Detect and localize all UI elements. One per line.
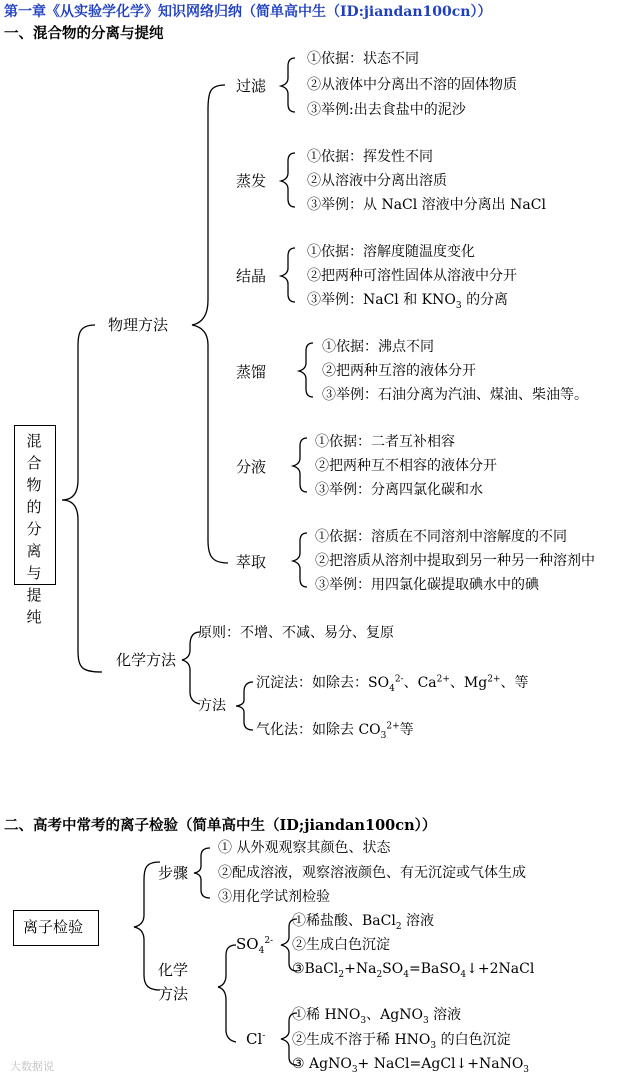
precipitation-method: 沉淀法：如除去：$SO_4^{2-}$、$Ca^{2+}$、$Mg^{2+}$、等	[256, 674, 529, 694]
crystallization-line-1: ①依据：溶解度随温度变化	[307, 244, 475, 260]
sulfate-line-3: $③BaCl_2+Na_2SO_4=BaSO_4↓+2NaCl$	[292, 961, 535, 980]
group-name-filtration: 过滤	[236, 77, 267, 95]
distillation-line-1: ①依据：沸点不同	[322, 339, 434, 355]
extraction-line-3: ③举例：用四氯化碳提取碘水中的碘	[315, 577, 539, 593]
steps-line-1: ① 从外观观察其颜色、状态	[218, 840, 391, 856]
evaporation-line-1: ①依据：挥发性不同	[307, 149, 433, 165]
group-name-extraction: 萃取	[236, 553, 267, 571]
sulfate-label: $SO_4^{2-}$	[236, 935, 274, 956]
steps-line-2: ②配成溶液，观察溶液颜色、有无沉淀或气体生成	[218, 865, 526, 881]
distillation-line-3: ③举例：石油分离为汽油、煤油、柴油等。	[322, 387, 588, 403]
crystallization-line-2: ②把两种可溶性固体从溶液中分开	[307, 268, 517, 284]
sulfate-line-2: ②生成白色沉淀	[292, 937, 390, 953]
chloride-line-3: ③ AgNO$_3$+ NaCl=AgCl↓+NaNO$_3$	[292, 1056, 530, 1075]
distillation-line-2: ②把两种互溶的液体分开	[322, 363, 476, 379]
filtration-line-1: ①依据：状态不同	[307, 51, 419, 67]
liquid-separation-line-2: ②把两种互不相容的液体分开	[315, 458, 497, 474]
chem-method-label-1: 化学	[158, 961, 189, 979]
chloride-line-2: ②生成不溶于稀 $HNO_3$ 的白色沉淀	[292, 1032, 511, 1051]
extraction-line-1: ①依据：溶质在不同溶剂中溶解度的不同	[315, 529, 567, 545]
group-name-evaporation: 蒸发	[236, 172, 267, 190]
chloride-line-1: ①稀 $HNO_3$、AgNO$_3$ 溶液	[292, 1007, 462, 1026]
watermark: 大数据说	[10, 1060, 54, 1073]
extraction-line-2: ②把溶质从溶剂中提取到另一种另一种溶剂中	[315, 553, 595, 569]
root-label-mixture: 混 合 物 的 分 离 与 提 纯	[26, 432, 42, 626]
section2-heading: 二、高考中常考的离子检验（简单高中生（ID;jiandan100cn））	[4, 817, 437, 834]
steps-line-3: ③用化学试剂检验	[218, 889, 330, 905]
sulfate-line-1: ①稀盐酸、BaCl$_2$ 溶液	[292, 913, 435, 932]
group-name-liquid-separation: 分液	[236, 458, 267, 476]
section1-heading: 一、混合物的分离与提纯	[4, 25, 164, 42]
filtration-line-2: ②从液体中分离出不溶的固体物质	[307, 77, 517, 93]
root-label-ion-test: 离子检验	[23, 918, 84, 936]
chemical-principle: 原则：不增、不减、易分、复原	[198, 625, 394, 641]
chemical-method-sub-label: 方法	[198, 698, 226, 714]
liquid-separation-line-3: ③举例：分离四氯化碳和水	[315, 482, 483, 498]
page-title: 第一章《从实验学化学》知识网络归纳（简单高中生（ID:jiandan100cn））	[4, 4, 492, 20]
filtration-line-3: ③举例:出去食盐中的泥沙	[307, 102, 466, 118]
chem-method-label-2: 方法	[158, 985, 189, 1003]
liquid-separation-line-1: ①依据：二者互补相容	[315, 434, 455, 450]
gasification-method: 气化法：如除去 $CO_3^{2+}$等	[256, 721, 414, 741]
chemical-method-label: 化学方法	[116, 651, 177, 669]
physical-method-label: 物理方法	[108, 316, 169, 334]
evaporation-line-3: ③举例：从 NaCl 溶液中分离出 NaCl	[307, 197, 546, 213]
crystallization-line-3: ③举例：NaCl 和 $KNO_3$ 的分离	[307, 292, 509, 311]
group-name-distillation: 蒸馏	[236, 363, 267, 381]
group-name-crystallization: 结晶	[236, 267, 267, 285]
chloride-label: Cl-	[246, 1030, 266, 1048]
evaporation-line-2: ②从溶液中分离出溶质	[307, 173, 447, 189]
steps-label: 步骤	[158, 864, 189, 882]
